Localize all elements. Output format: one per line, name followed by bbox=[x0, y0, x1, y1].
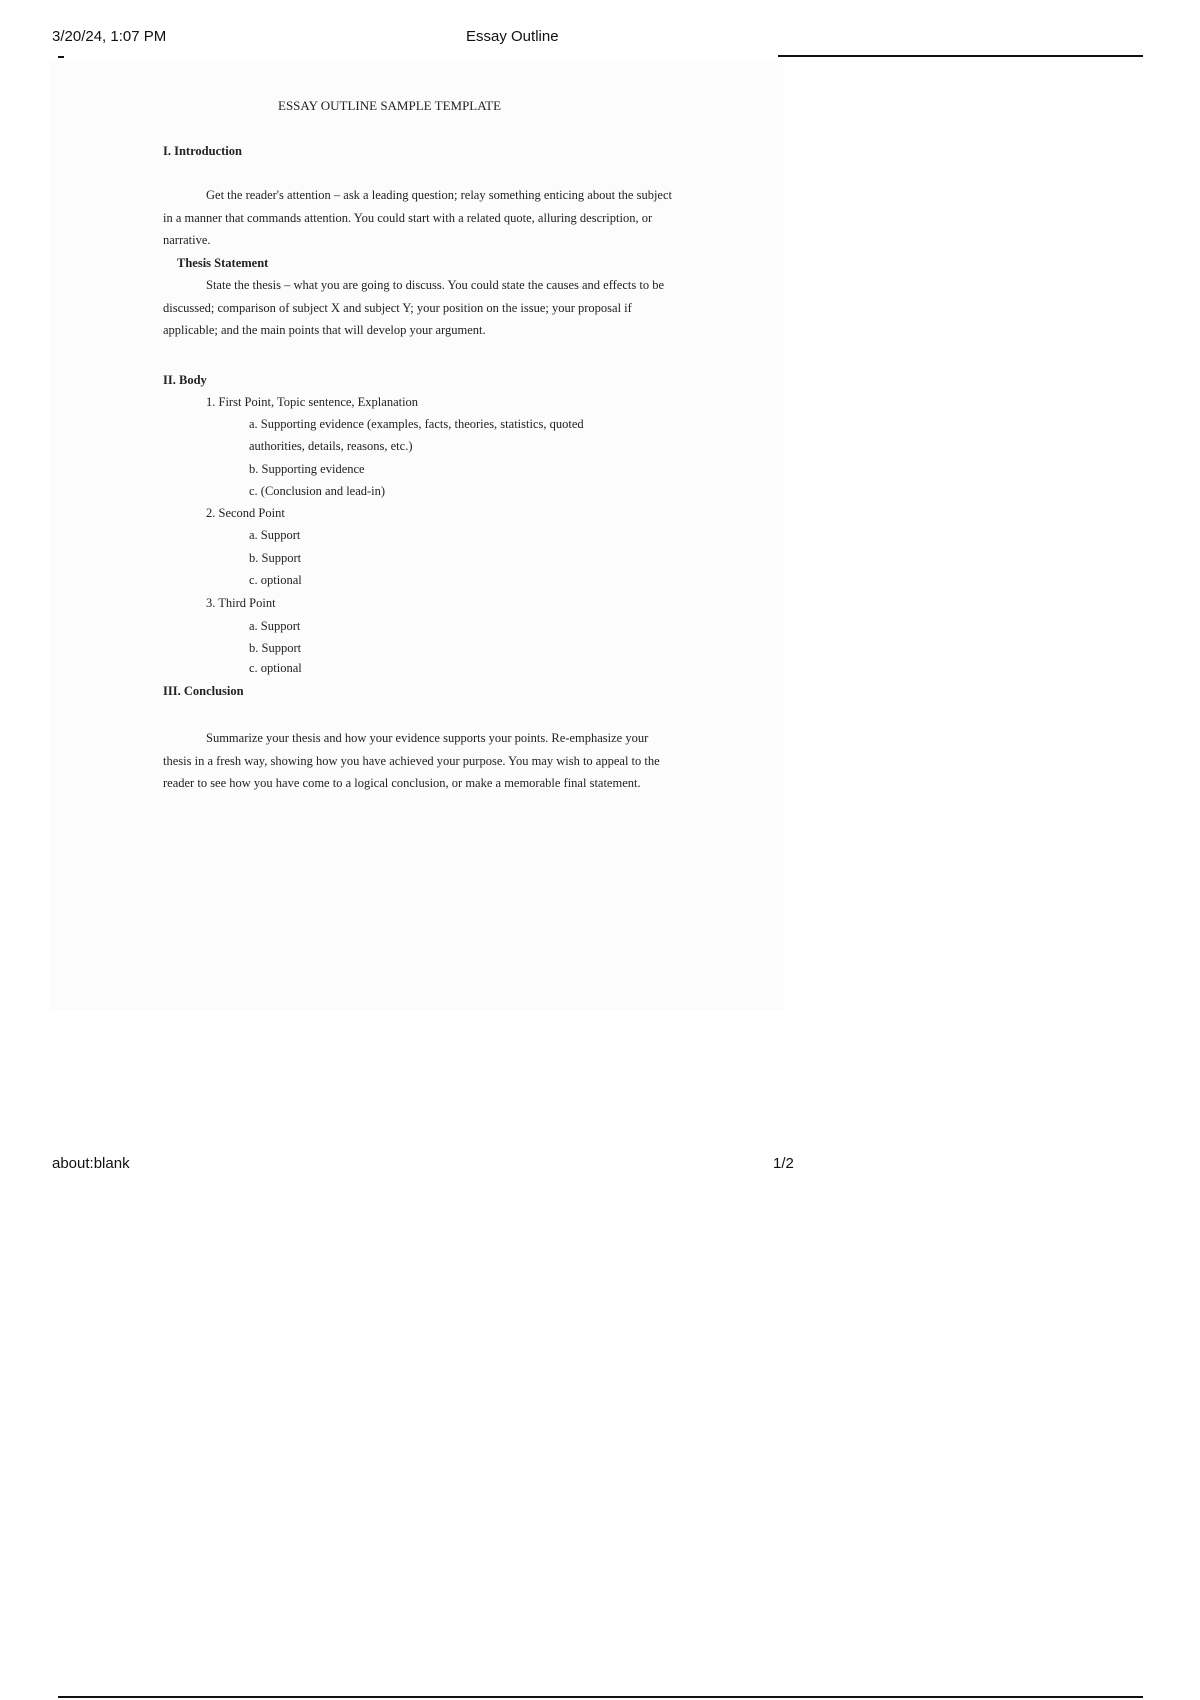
print-header-date: 3/20/24, 1:07 PM bbox=[52, 28, 167, 45]
body-point-1-sub-a-cont: authorities, details, reasons, etc.) bbox=[249, 439, 413, 453]
body-point-3: 3. Third Point bbox=[206, 596, 276, 610]
document-title: ESSAY OUTLINE SAMPLE TEMPLATE bbox=[278, 98, 502, 113]
body-point-2: 2. Second Point bbox=[206, 506, 285, 520]
body-heading: II. Body bbox=[163, 373, 207, 387]
body-point-3-sub-a: a. Support bbox=[249, 619, 301, 633]
document-page-image bbox=[50, 60, 784, 1010]
print-header-title: Essay Outline bbox=[466, 28, 559, 45]
body-point-3-sub-c: c. optional bbox=[249, 661, 302, 675]
conclusion-paragraph: Summarize your thesis and how your evidence supports your points. Re-emphasize your thesis in a fresh way, showing how you have achieved your purpose. You may wish to appeal to the reader to see how you have come to a logical conclusion, or make a memorable final statement. bbox=[163, 731, 660, 790]
footer-rule bbox=[58, 1696, 1143, 1698]
intro-paragraph: Get the reader's attention – ask a leading question; relay something enticing about the subject in a manner that commands attention. You could start with a related quote, alluring description, or narrative. bbox=[163, 188, 673, 247]
body-point-3-sub-b: b. Support bbox=[249, 641, 302, 655]
intro-heading: I. Introduction bbox=[163, 144, 242, 158]
body-point-1: 1. First Point, Topic sentence, Explanation bbox=[206, 395, 419, 409]
body-point-2-sub-c: c. optional bbox=[249, 573, 302, 587]
body-point-2-sub-b: b. Support bbox=[249, 551, 302, 565]
body-point-2-sub-a: a. Support bbox=[249, 528, 301, 542]
print-footer-page-number: 1/2 bbox=[773, 1155, 794, 1172]
body-point-1-sub-b: b. Supporting evidence bbox=[249, 462, 365, 476]
conclusion-heading: III. Conclusion bbox=[163, 684, 244, 698]
header-tick bbox=[58, 56, 64, 58]
thesis-paragraph: State the thesis – what you are going to discuss. You could state the causes and effects to be discussed; comparison of subject X and subject Y; your position on the issue; your proposal if applicable; and the main points that will develop your argument. bbox=[163, 278, 665, 337]
header-rule bbox=[778, 55, 1143, 57]
thesis-heading: Thesis Statement bbox=[177, 256, 269, 270]
body-point-1-sub-a: a. Supporting evidence (examples, facts, theories, statistics, quoted bbox=[249, 417, 584, 431]
print-footer-url: about:blank bbox=[52, 1155, 130, 1172]
body-point-1-sub-c: c. (Conclusion and lead-in) bbox=[249, 484, 386, 498]
